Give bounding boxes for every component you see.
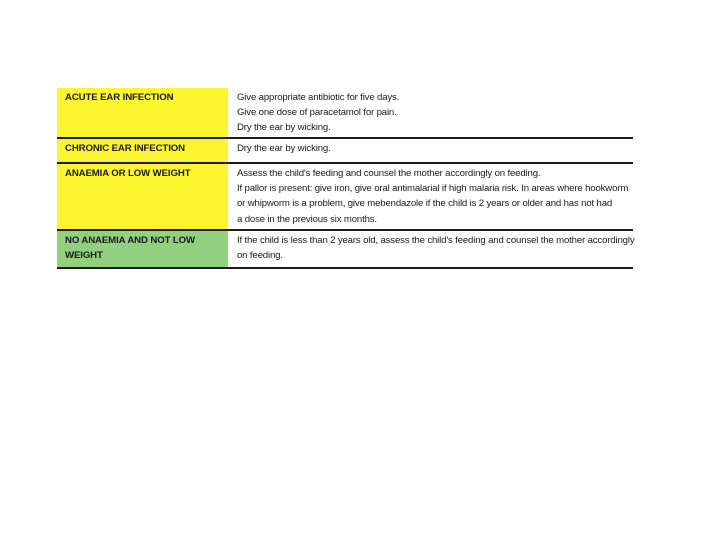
treatment-cell <box>228 88 633 137</box>
treatment-cell <box>228 139 633 162</box>
table-row-anaemia-or-low-weight <box>57 164 633 231</box>
table-row-no-anaemia-not-low-weight <box>57 231 633 269</box>
classification-cell: ACUTE EAR INFECTION <box>57 88 228 137</box>
treatment-line: a dose in the previous six months. <box>237 213 377 225</box>
treatment-line: If the child is less than 2 years old, assess the child's feeding and counsel the mother accordingly <box>237 235 635 246</box>
treatment-line: Give appropriate antibiotic for five days. <box>237 92 400 103</box>
treatment-line: Give one dose of paracetamol for pain. <box>237 107 397 119</box>
table-row-acute-ear-infection <box>57 88 633 139</box>
treatment-line: on feeding. <box>237 250 283 262</box>
classification-cell: CHRONIC EAR INFECTION <box>57 139 228 162</box>
treatment-line: or whipworm is a problem, give mebendazole if the child is 2 years or older and has not had <box>237 198 613 210</box>
classification-cell: NO ANAEMIA AND NOT LOW WEIGHT <box>57 231 228 267</box>
treatment-line: Dry the ear by wicking. <box>237 122 331 134</box>
treatment-line: Assess the child's feeding and counsel the mother accordingly on feeding. <box>237 168 541 179</box>
treatment-line: If pallor is present: give iron, give oral antimalarial if high malaria risk. In areas where hookworm <box>237 183 629 195</box>
table-row-chronic-ear-infection <box>57 139 633 164</box>
classification-cell: ANAEMIA OR LOW WEIGHT <box>57 164 228 229</box>
treatment-cell <box>228 164 634 229</box>
treatment-line: Dry the ear by wicking. <box>237 143 331 154</box>
classification-treatment-table <box>57 88 633 269</box>
treatment-cell <box>228 231 640 267</box>
